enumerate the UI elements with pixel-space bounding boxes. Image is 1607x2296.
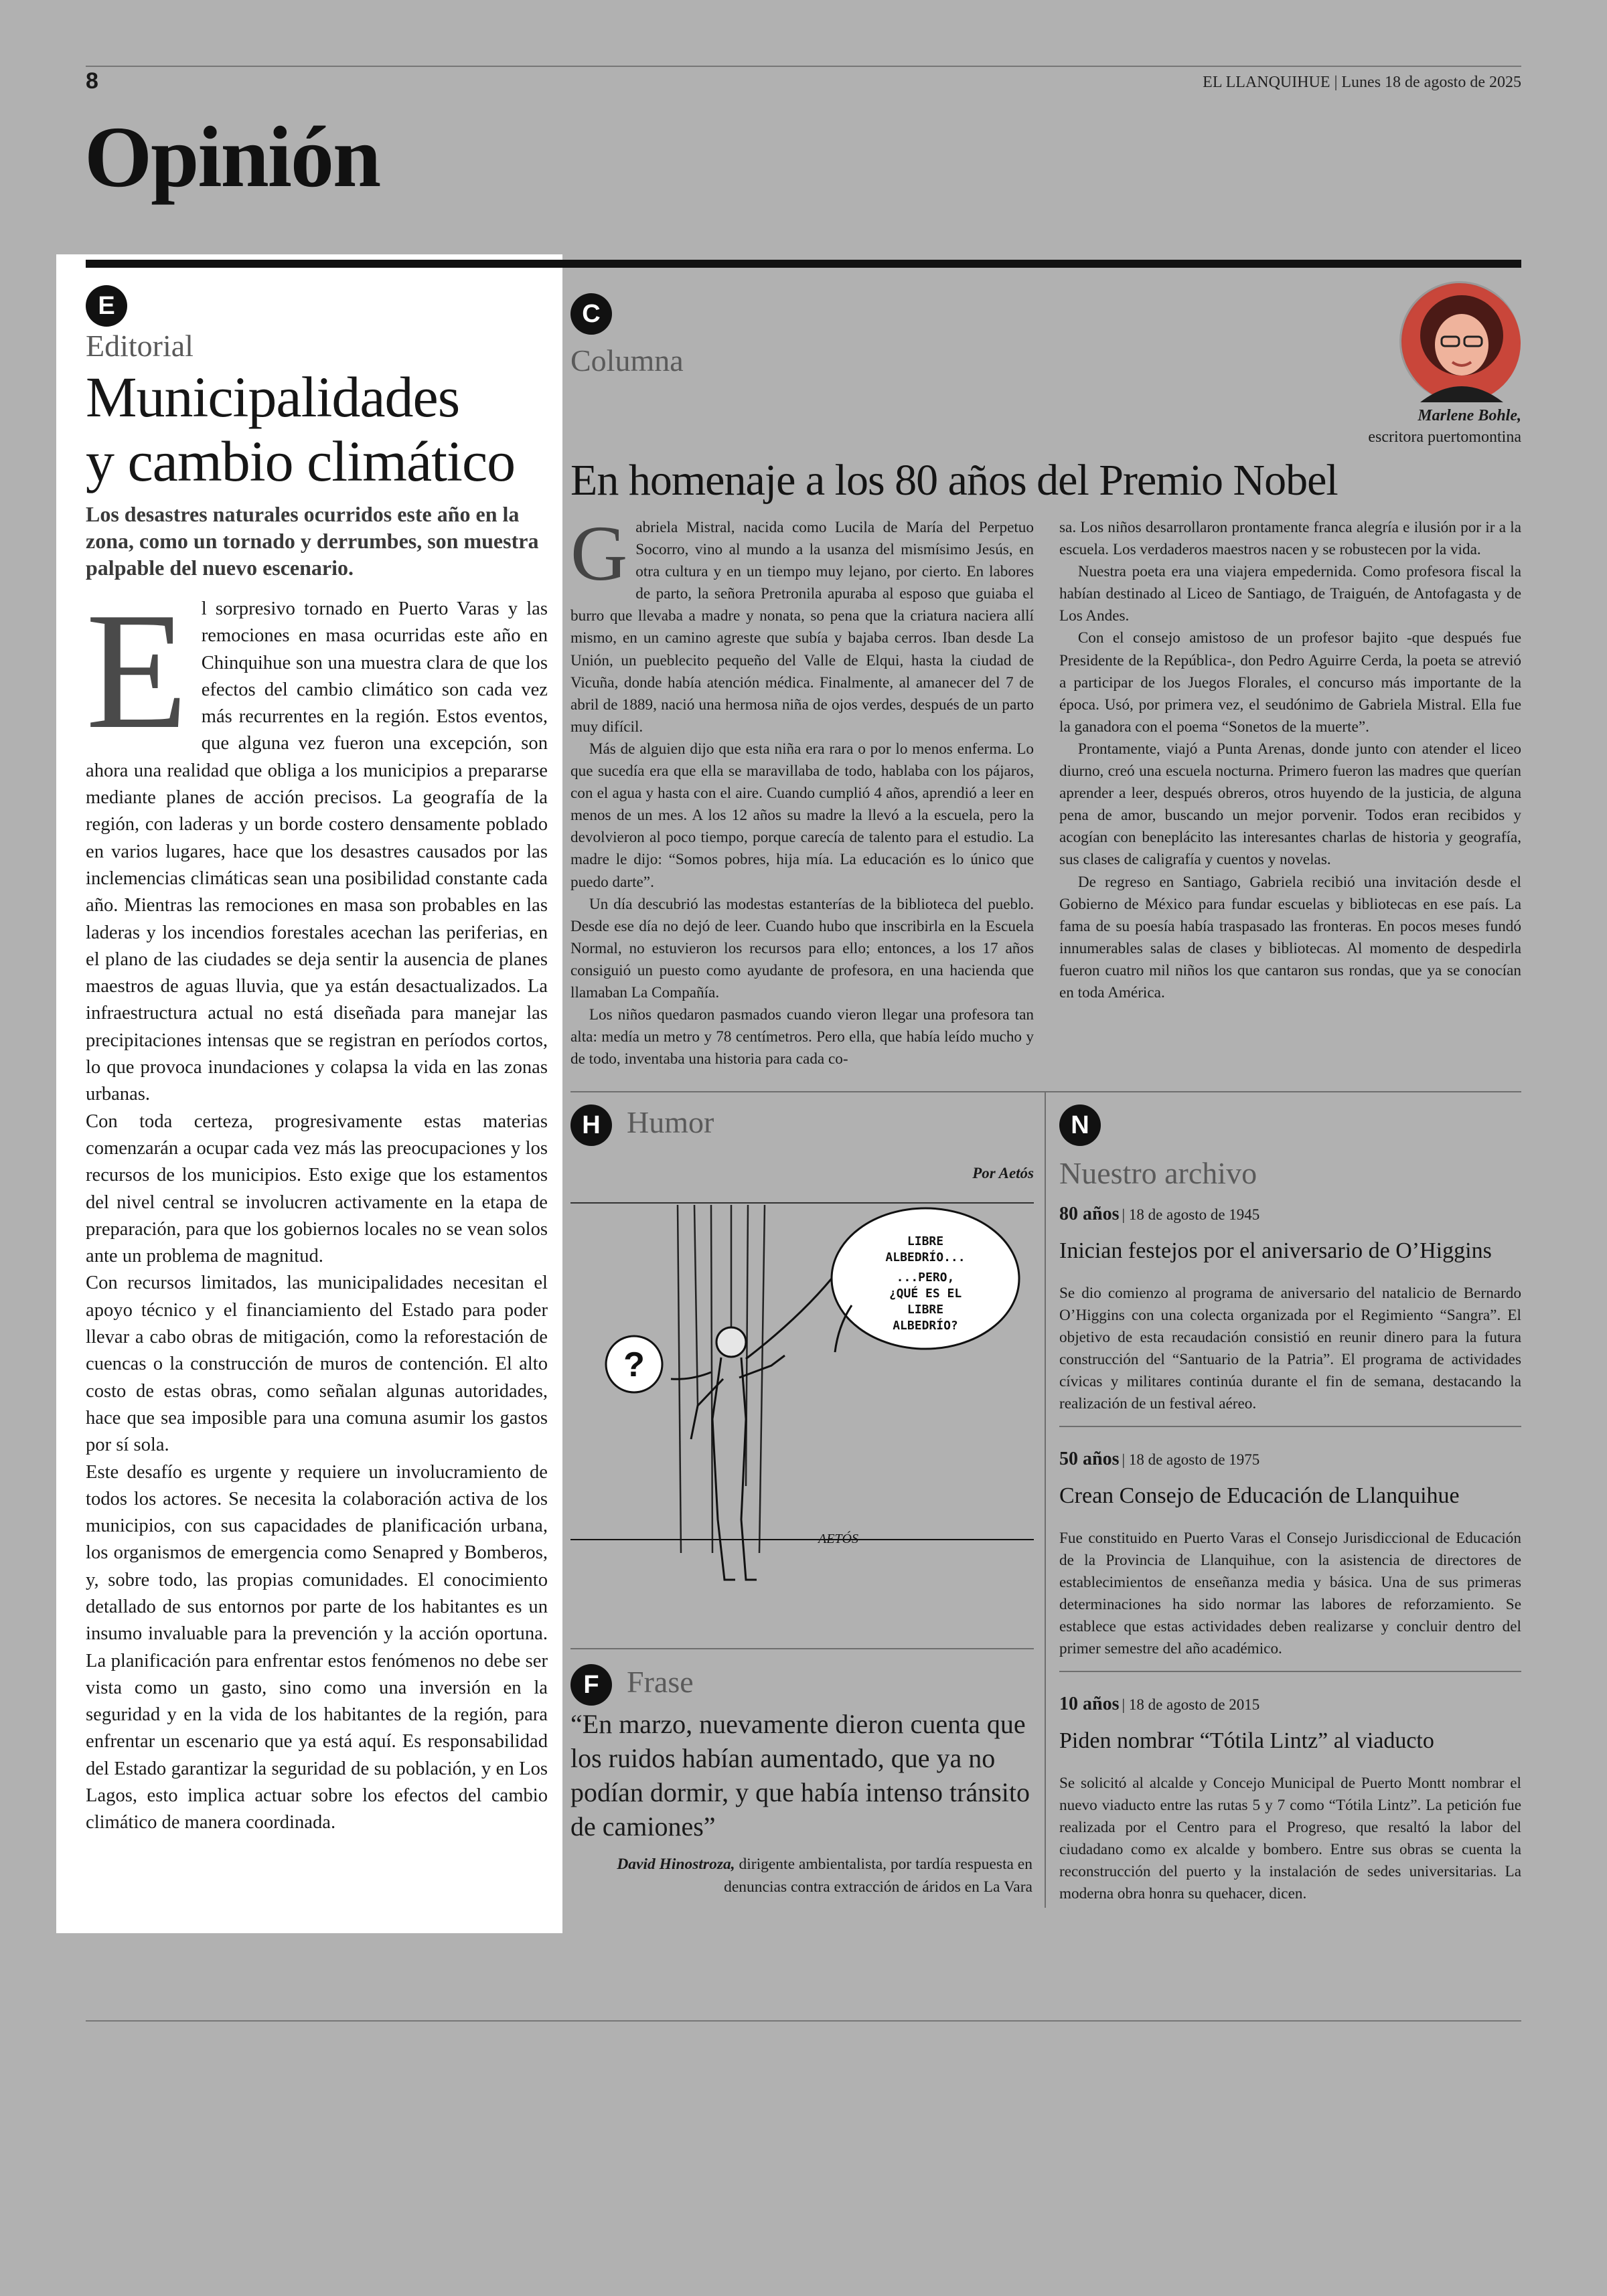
column-dropcap: G: [570, 509, 628, 597]
bubble-text-5: LIBRE: [907, 1303, 944, 1317]
bubble-text-3: ...PERO,: [896, 1270, 955, 1285]
archive-body: Se dio comienzo al programa de aniversario del natalicio de Bernardo O’Higgins con una colecta organizada por el Regimiento “Sangra”. El objetivo de esta recaudación consistió en reunir dinero para la futura construcción del “Santuario de la Patria”. El programa de actividades cívicas y militares continúa durante el fin de semana, destacando la realización de un festival aéreo.: [1059, 1285, 1521, 1412]
archive-divider: [1059, 1671, 1521, 1672]
editorial-paragraph: Con recursos limitados, las municipalidades necesitan el apoyo técnico y el financiamiento del Estado para poder llevar a cabo obras de mitigación, como la reforestación de cuencas o la construcción de muros de contención. El alto costo de estas obras, como señalan algunas autoridades, hace que sea imposible para una comuna asumir los gastos por sí sola.: [86, 1273, 548, 1456]
section-title: Opinión: [84, 109, 380, 206]
column-lead-text: abriela Mistral, nacida como Lucila de María del Perpetuo Socorro, vino al mundo a la usanza del mismísimo Jesús, en otra cultura y en un tiempo muy lejano, por cierto. En labores de parto, la señora Pretronila apuraba al esposo que guiaba el burro que llevaba a madre y nonata, so pena que la criatura naciera allí mismo, en un camino agreste que subía y bajaba cerros. Iban desde La Unión, un pueblecito pequeño del Valle de Elqui, hasta la ciudad de Vicuña, donde había atención médica. Finalmente, al amanecer del 7 de abril de 1889, nació una hermosa niña de ojos verdes, después de un parto muy difícil.: [570, 519, 1034, 736]
archive-years: 10 años: [1059, 1694, 1120, 1714]
bubble-text-6: ALBEDRÍO?: [893, 1319, 958, 1333]
frase-badge: F: [570, 1664, 612, 1706]
archive-item: 80 años | 18 de agosto de 1945 Inician festejos por el aniversario de O’Higgins Se dio comienzo al programa de aniversario del natalicio de Bernardo O’Higgins con una colecta organizada por el Regimiento “Sangra”. El objetivo de esta recaudación consistió en reunir dinero para la futura construcción del “Santuario de la Patria”. El programa de actividades cívicas y militares continúa durante el fin de semana, destacando la realización de un festival aéreo.: [1059, 1204, 1521, 1415]
frase-author: David Hinostroza,: [617, 1856, 735, 1873]
humor-archive-divider: [1045, 1091, 1046, 1908]
cartoon-signature: AETÓS: [818, 1532, 858, 1546]
question-bubble: [606, 1336, 662, 1392]
page-number: 8: [86, 68, 98, 94]
editorial-body-text: Estos eventos, que alguna vez fueron una excepción, son ahora una realidad que obliga a los municipios a prepararse mediante planes de acción precisos. La geografía de la región, con laderas y un borde costero densamente poblado en varios lugares, hace que los desastres causados por las inclemencias climáticas sean una posibilidad constante cada año. Mientras las remociones en masa son probables en las laderas y los incendios forestales acechan las periferias, en el plano de las ciudades se deja sentir la ausencia de planes maestros de aguas lluvia, que ya están desactualizados. La infraestructura actual no está diseñada para manejar las precipitaciones intensas que se registran en períodos cortos, lo que provoca inundaciones y colapsa la vida en las zonas urbanas.: [86, 706, 548, 1105]
column-paragraph: De regreso en Santiago, Gabriela recibió una invitación desde el Gobierno de México para fundar escuelas y bibliotecas en ese país. La fama de su poesía había traspasado las fronteras. En pocos meses fundó innumerables salas de clases y bibliotecas. Al momento de despedirla fueron cuatro mil niños los que cantaron sus rondas, que ya se conocían en toda América.: [1059, 873, 1521, 1001]
archive-years: 80 años: [1059, 1204, 1120, 1224]
editorial-headline-line1: Municipalidades: [86, 365, 460, 429]
column-paragraph: [570, 509, 1034, 738]
archive-body: Se solicitó al alcalde y Concejo Municipal de Puerto Montt nombrar el nuevo viaducto entre las rutas 5 y 7 como “Tótila Lintz”. La petición fue realizada por el Centro para el Progreso, que resaltó la labor del ciudadano como ex alcalde y bombero. Entre sus obras se cuenta la reconstrucción del puerto y la instalación de sedes universitarias. La moderna obra honra su quehacer, dicen.: [1059, 1775, 1521, 1902]
speech-bubble: [832, 1208, 1019, 1352]
editorial-badge: E: [86, 285, 127, 327]
archive-years: 50 años: [1059, 1449, 1120, 1469]
editorial-paragraph: Con toda certeza, progresivamente estas materias comenzarán a ocupar cada vez más las preocupaciones y los recursos de los municipios. Esto exige que los estamentos del nivel central se involucren activamente en la etapa de preparación, para que los gobiernos locales no se vean solos ante un problema de magnitud.: [86, 1111, 548, 1267]
archive-item: 50 años | 18 de agosto de 1975 Crean Consejo de Educación de Llanquihue Fue constituido en Puerto Varas el Consejo Jurisdiccional de Educación de la Provincia de Llanquihue, con la asistencia de directores de establecimientos de enseñanza media y básica. Una de sus primeras determinaciones ha sido normar las labores de reforzamiento. Se establece que estas actividades deben realizarse y concluir dentro del primer semestre del año académico.: [1059, 1449, 1521, 1660]
humor-bottom-rule: [570, 1648, 1034, 1649]
column-paragraph: Más de alguien dijo que esta niña era rara o por lo menos enferma. Lo que sucedía era que ella se maravillaba de todo, hablaba con los pájaros, con el agua y hasta con el aire. Cuando cumplió 4 años, aprendió a leer en menos de un mes. A los 12 años su madre la llevó a la escuela, pero la devolvieron al poco tiempo, porque carecía de talento para el estudio. La madre le dijo: “Somos pobres, hija mía. La educación es lo único que puedo darte”.: [570, 740, 1034, 891]
humor-badge: H: [570, 1104, 612, 1146]
column-paragraph: Los niños quedaron pasmados cuando vieron llegar una profesora tan alta: medía un metro y 78 centímetros. Pero ella, que había leído mucho y de todo, inventaba una historia para cada co-: [570, 1006, 1034, 1068]
archive-date: 18 de agosto de 1975: [1128, 1451, 1260, 1468]
editorial-headline: [86, 365, 554, 493]
editorial-paragraph: [86, 578, 548, 1109]
frase-context: dirigente ambientalista, por tardía respuesta en denuncias contra extracción de áridos en La Vara: [724, 1856, 1032, 1896]
editorial-body: [86, 578, 548, 1837]
column-paragraph: Nuestra poeta era una viajera empedernida. Como profesora fiscal la habían destinado al Liceo de Santiago, de Traiguén, de Antofagasta y de Los Andes.: [1059, 563, 1521, 625]
column-headline: En homenaje a los 80 años del Premio Nobel: [570, 456, 1338, 505]
archive-kicker: Nuestro archivo: [1059, 1156, 1257, 1190]
frase-quote: “En marzo, nuevamente dieron cuenta que los ruidos habían aumentado, que ya no podían dormir, y que había intenso tránsito de camiones”: [570, 1709, 1030, 1841]
archive-badge: N: [1059, 1104, 1101, 1146]
humor-top-rule: [570, 1202, 1034, 1204]
column-paragraph: sa. Los niños desarrollaron prontamente franca alegría e ilusión por ir a la escuela. Los verdaderos maestros nacen y se robustecen por la vida.: [1059, 519, 1521, 559]
column-badge: C: [570, 293, 612, 335]
editorial-lead-text: l sorpresivo tornado en Puerto Varas y las remociones en masa ocurridas este año en Chinquihue son una muestra clara de que los efectos del cambio climático son cada vez más recurrentes en la región.: [201, 598, 548, 728]
archive-date: 18 de agosto de 1945: [1128, 1206, 1260, 1223]
author-name: Marlene Bohle,: [1418, 407, 1521, 424]
column-kicker: Columna: [570, 343, 684, 378]
author-portrait-icon: [1401, 283, 1522, 404]
archive-headline: Crean Consejo de Educación de Llanquihue: [1059, 1483, 1460, 1508]
frase-attribution: [570, 1853, 1032, 1898]
editorial-dek: Los desastres naturales ocurridos este año en la zona, como un tornado y derrumbes, son muestra palpable del nuevo escenario.: [86, 502, 539, 580]
humor-byline: Por Aetós: [972, 1165, 1034, 1181]
column-text-left: [570, 509, 1034, 1070]
author-photo: [1399, 281, 1520, 402]
humor-cartoon: [570, 1205, 1034, 1607]
archive-headline: Piden nombrar “Tótila Lintz” al viaducto: [1059, 1728, 1434, 1753]
paper-name: EL LLANQUIHUE: [1203, 74, 1330, 91]
section-rule: [86, 260, 1521, 268]
column-text-right: [1059, 517, 1521, 1004]
column-paragraph: Prontamente, viajó a Punta Arenas, donde junto con atender el liceo diurno, creó una escuela nocturna. Primero fueron las madres que querían aprender a leer, después obreros, otros huyendo de la justicia, de alguna pena de amor, buscando un mejor porvenir. Todos eran recibidos y acogían con beneplácito las interesantes charlas de historia y geografía, sus clases de caligrafía y cuentos y novelas.: [1059, 740, 1521, 869]
author-role: escritora puertomontina: [1368, 428, 1521, 446]
archive-date: 18 de agosto de 2015: [1128, 1696, 1260, 1713]
archive-divider: [1059, 1426, 1521, 1427]
page-bottom-rule: [86, 2020, 1521, 2022]
masthead-rule: [86, 66, 1521, 67]
editorial-dropcap: E: [86, 578, 188, 764]
bubble-text-1: LIBRE: [907, 1234, 944, 1248]
paper-dateline: EL LLANQUIHUE | Lunes 18 de agosto de 2025: [1203, 74, 1521, 91]
archive-body: Fue constituido en Puerto Varas el Consejo Jurisdiccional de Educación de la Provincia de Llanquihue, con la asistencia de directores de establecimientos de enseñanza media y básica. Una de sus primeras determinaciones ha sido normar las labores de reforzamiento. Se establece que estas actividades deben realizarse y concluir dentro del primer semestre del año académico.: [1059, 1530, 1521, 1657]
editorial-kicker: Editorial: [86, 329, 194, 363]
frase-kicker: Frase: [627, 1665, 694, 1699]
column-paragraph: Con el consejo amistoso de un profesor bajito -que después fue Presidente de la República-, don Pedro Aguirre Cerda, la poeta se atrevió a participar de los Juegos Florales, el concurso más importante de la época. Usó, por primera vez, el seudónimo de Gabriela Mistral. Ella fue la ganadora con el poema “Sonetos de la muerte”.: [1059, 629, 1521, 736]
question-mark: ?: [623, 1345, 645, 1384]
column-bottom-rule: [570, 1091, 1521, 1092]
column-paragraph: Un día descubrió las modestas estanterías de la biblioteca del pueblo. Desde ese día no dejó de leer. Cuando hubo que inscribirla en la Escuela Normal, no estuvieron los recursos para ello; entonces, a los 17 años consiguió un puesto como ayudante de profesora, en una hacienda que llamaban La Compañía.: [570, 895, 1034, 1001]
editorial-headline-line2: y cambio climático: [86, 429, 516, 493]
bubble-text-4: ¿QUÉ ES EL: [889, 1287, 962, 1301]
archive-headline: Inician festejos por el aniversario de O’Higgins: [1059, 1238, 1492, 1263]
editorial-paragraph: Este desafío es urgente y requiere un involucramiento de todos los actores. Se necesita la colaboración activa de los municipios, con sus capacidades de planificación urbana, los organismos de emergencia como Senapred y Bomberos, y, sobre todo, las propias comunidades. El conocimiento detallado de sus entornos por parte de los habitantes es un insumo invaluable para la prevención y la acción oportuna. La planificación para enfrentar estos fenómenos no debe ser vista como un gasto, sino como una inversión en la seguridad y en la vida de los habitantes de la región, para enfrentar un escenario que ya está aquí. Es responsabilidad del Estado garantizar la seguridad de su población, y en Los Lagos, esto implica actuar sobre los efectos del cambio climático de manera coordinada.: [86, 1461, 548, 1833]
humor-kicker: Humor: [627, 1105, 714, 1139]
paper-date: Lunes 18 de agosto de 2025: [1341, 74, 1521, 91]
bubble-text-2: ALBEDRÍO...: [885, 1250, 966, 1264]
archive-item: 10 años | 18 de agosto de 2015 Piden nombrar “Tótila Lintz” al viaducto Se solicitó al alcalde y Concejo Municipal de Puerto Montt nombrar el nuevo viaducto entre las rutas 5 y 7 como “Tótila Lintz”. La petición fue realizada por el Centro para el Progreso, que resaltó la labor del ciudadano como ex alcalde y bombero. Entre sus obras se cuenta la reconstrucción del puerto y la instalación de sedes universitarias. La moderna obra honra su quehacer, dicen.: [1059, 1694, 1521, 1905]
